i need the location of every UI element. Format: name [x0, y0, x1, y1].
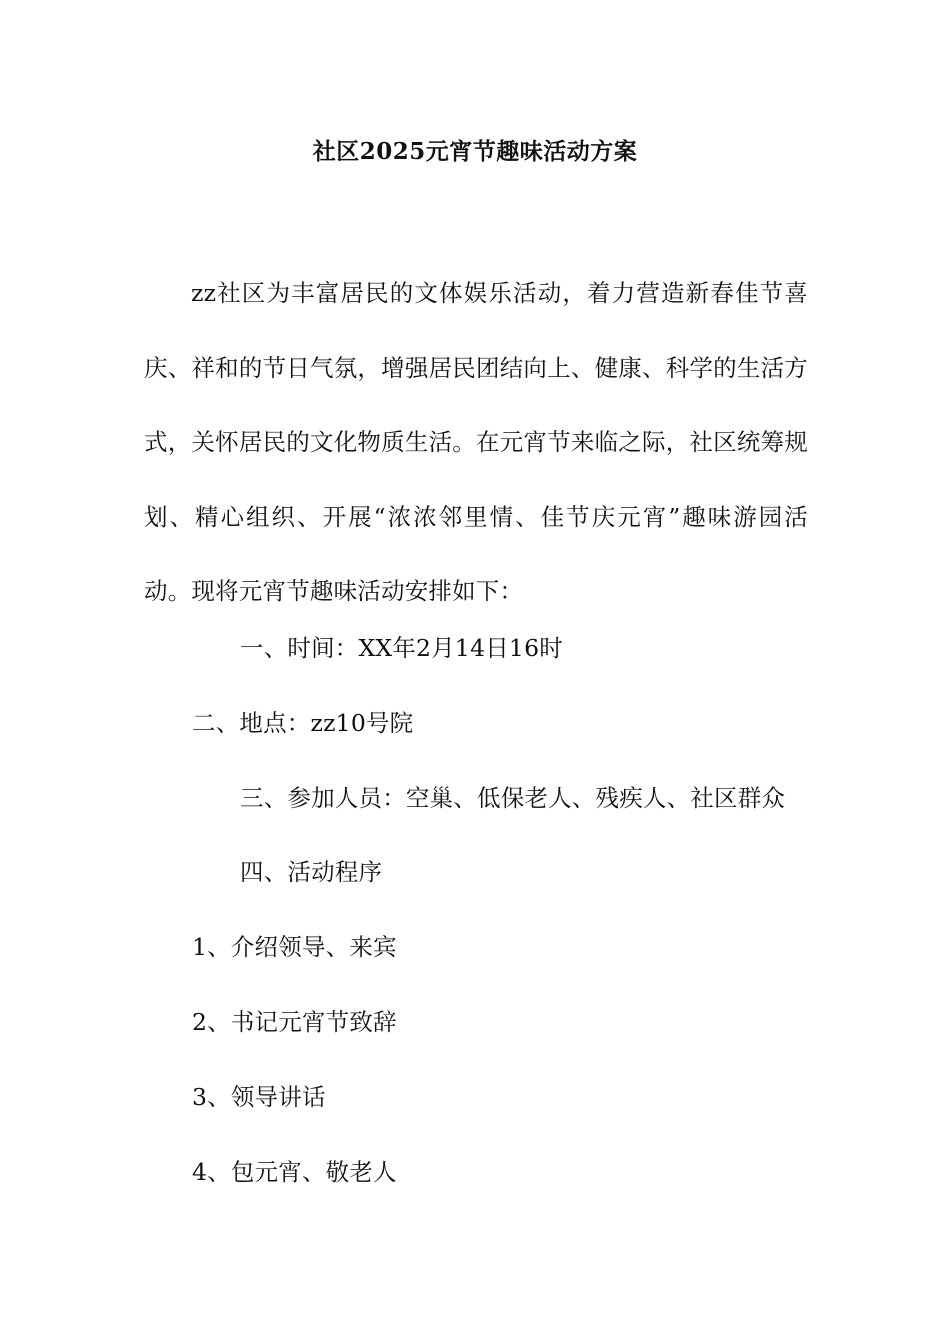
item-location: 二、地点：zz10号院 — [192, 709, 414, 737]
program-step-3: 3、领导讲话 — [192, 1083, 326, 1111]
item-participants: 三、参加人员：空巢、低保老人、残疾人、社区群众 — [240, 784, 786, 812]
program-step-1: 1、介绍领导、来宾 — [192, 933, 397, 961]
item-time: 一、时间：XX年2月14日16时 — [240, 634, 563, 662]
program-step-2: 2、书记元宵节致辞 — [192, 1008, 397, 1036]
item-program-heading: 四、活动程序 — [240, 858, 383, 886]
document-title: 社区2025元宵节趣味活动方案 — [312, 138, 638, 165]
intro-paragraph: zz社区为丰富居民的文体娱乐活动，着力营造新春佳节喜庆、祥和的节日气氛，增强居民团结向上、健康、科学的生活方式，关怀居民的文化物质生活。在元宵节来临之际，社区统筹规划、精心组织、开展“浓浓邻里情、佳节庆元宵”趣味游园活动。现将元宵节趣味活动安排如下： — [144, 279, 808, 605]
program-step-4: 4、包元宵、敬老人 — [192, 1158, 397, 1186]
